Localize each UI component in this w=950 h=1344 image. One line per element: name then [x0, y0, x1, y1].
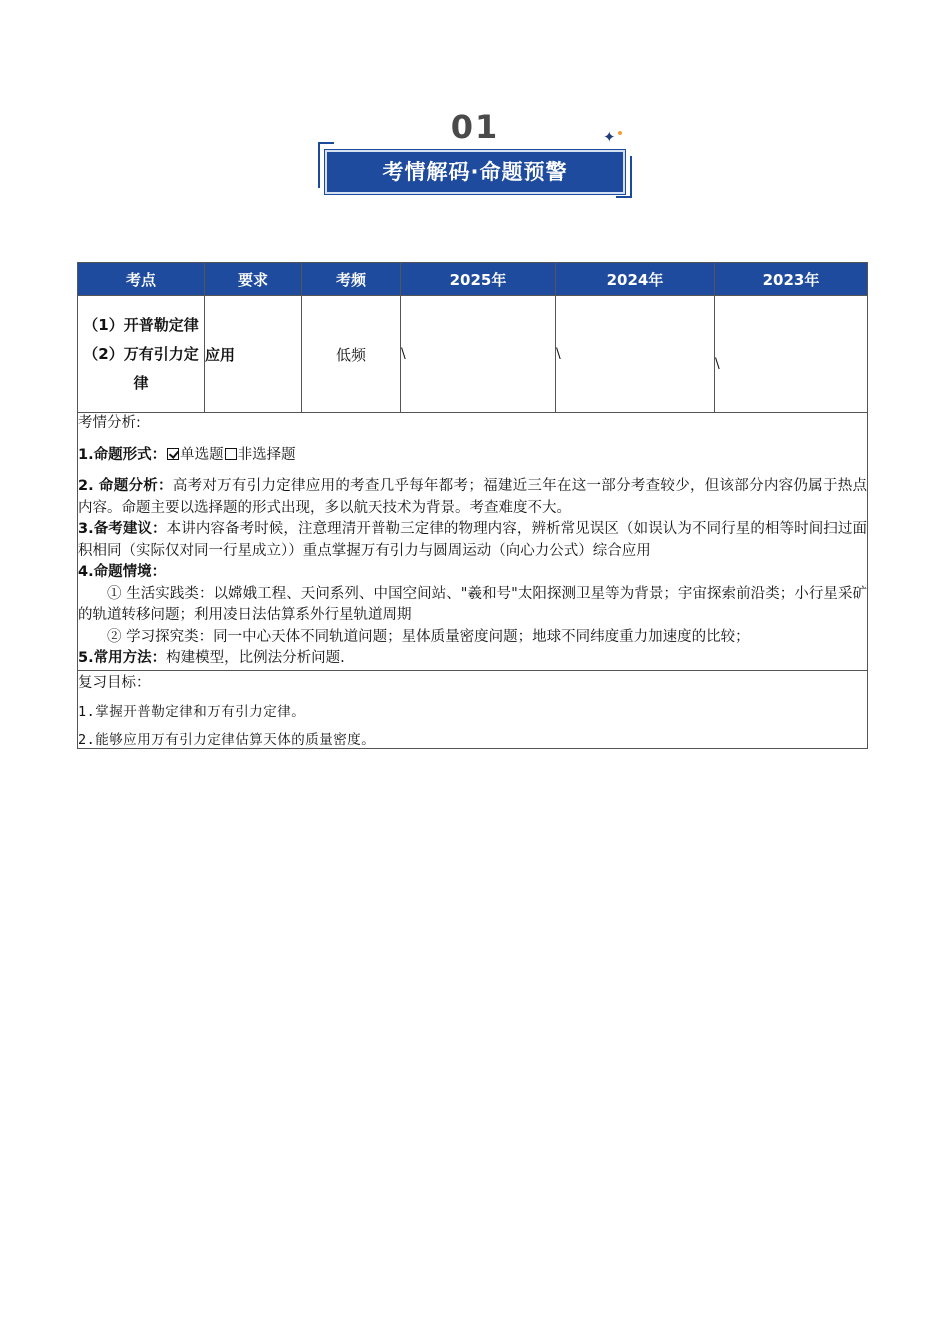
- analysis-title: 考情分析:: [78, 415, 141, 431]
- col-header-2025: 2025年: [401, 263, 556, 296]
- analysis-form: [78, 445, 867, 467]
- col-header-topic: 考点: [78, 263, 205, 296]
- checkbox-checked-icon: [167, 448, 179, 460]
- checkbox-empty-icon: [225, 448, 237, 460]
- goal-item-2: 2.能够应用万有引力定律估算天体的质量密度。: [78, 731, 376, 748]
- table-row: [78, 296, 868, 413]
- year-2023-cell: \: [715, 296, 868, 413]
- analysis-item-3: [78, 519, 867, 562]
- goal-item-1: 1.掌握开普勒定律和万有引力定律。: [78, 703, 306, 720]
- form-option-non-choice: 非选择题: [237, 446, 296, 463]
- sparkle-icon: ✦: [603, 128, 616, 146]
- analysis-cell: [78, 413, 868, 671]
- sparkle-dot-icon: [618, 131, 622, 135]
- year-2024-cell: \: [556, 296, 715, 413]
- goals-title: 复习目标：: [78, 674, 151, 691]
- topic-cell: [78, 296, 205, 413]
- exam-analysis-table: [77, 262, 868, 749]
- section-number: 01: [450, 108, 500, 146]
- topic-gravitation: （2）万有引力定律: [83, 344, 199, 392]
- section-banner: [318, 142, 632, 198]
- analysis-label-3: 3.备考建议：: [78, 521, 167, 537]
- analysis-label-5: 5.常用方法：: [78, 650, 167, 666]
- form-label: 1.命题形式：: [78, 446, 167, 463]
- analysis-label-2: 2. 命题分析：: [78, 478, 173, 494]
- analysis-item-2: [78, 476, 867, 519]
- banner-title: 考情解码·命题预警: [325, 150, 625, 194]
- col-header-2024: 2024年: [556, 263, 715, 296]
- col-header-2023: 2023年: [715, 263, 868, 296]
- goals-cell: [78, 670, 868, 748]
- year-2025-cell: \: [401, 296, 556, 413]
- analysis-item-5: [78, 648, 867, 670]
- table-header-row: [78, 263, 868, 296]
- analysis-row: [78, 413, 868, 671]
- analysis-text-2: 高考对万有引力定律应用的考查几乎每年都考；福建近三年在这一部分考查较少，但该部分内容仍属于热点内容。命题主要以选择题的形式出现，多以航天技术为背景。考查难度不大。: [78, 478, 867, 516]
- analysis-label-4: 4.命题情境：: [78, 564, 167, 580]
- form-option-single-choice: 单选题: [180, 446, 224, 463]
- col-header-frequency: 考频: [302, 263, 401, 296]
- analysis-item-4: [78, 562, 867, 584]
- analysis-context-2: ② 学习探究类：同一中心天体不同轨道问题；星体质量密度问题；地球不同纬度重力加速度的比较；: [107, 628, 750, 645]
- analysis-context-1: ① 生活实践类：以嫦娥工程、天问系列、中国空间站、"羲和号"太阳探测卫星等为背景；宇宙探索前沿类；小行星采矿的轨道转移问题；利用凌日法估算系外行星轨道周期: [78, 585, 867, 623]
- analysis-text-5: 构建模型，比例法分析问题.: [166, 650, 345, 666]
- analysis-text-3: 本讲内容备考时候，注意理清开普勒三定律的物理内容，辨析常见误区（如误认为不同行星的相等时间扫过面积相同（实际仅对同一行星成立））重点掌握万有引力与圆周运动（向心力公式）综合应用: [78, 521, 867, 559]
- goals-row: [78, 670, 868, 748]
- col-header-requirement: 要求: [205, 263, 302, 296]
- topic-kepler: （1）开普勒定律: [83, 315, 199, 334]
- frequency-cell: 低频: [302, 296, 401, 413]
- requirement-cell: 应用: [205, 296, 302, 413]
